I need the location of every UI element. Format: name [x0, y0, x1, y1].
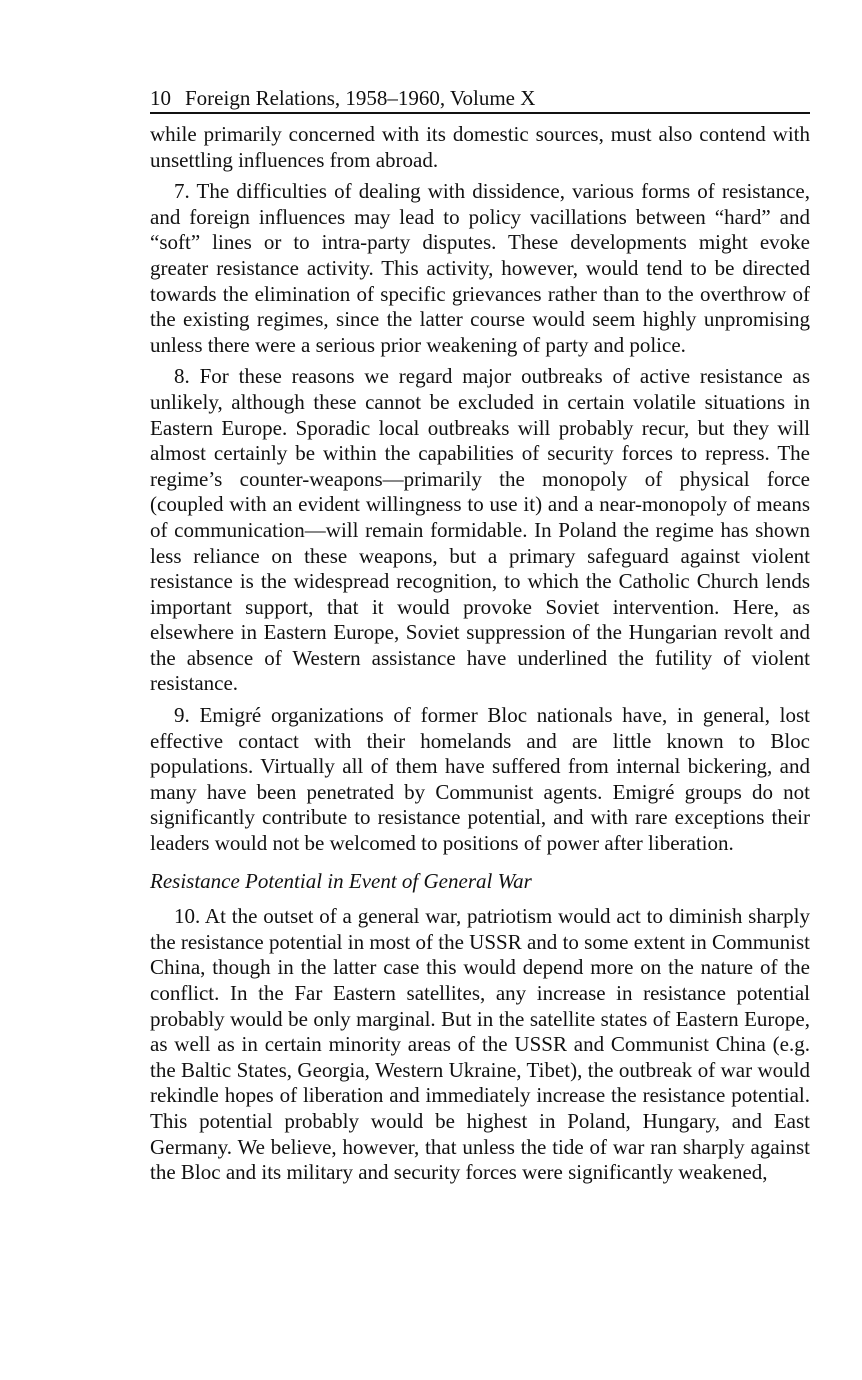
paragraph-8: 8. For these reasons we regard major outbreaks of active resistance as unlikely, although these cannot be excluded in certain volatile situations in Eastern Europe. Sporadic local outbreaks will probably recur, but they will almost certainly be within the capabilities of security forces to repress. The regime’s counter-weapons—primarily the monopoly of physical force (coupled with an evident willingness to use it) and a near-monopoly of means of communication—will remain formidable. In Poland the regime has shown less reliance on these weapons, but a primary safeguard against violent resistance is the widespread recognition, to which the Catholic Church lends important support, that it would provoke Soviet intervention. Here, as elsewhere in Eastern Europe, Soviet suppression of the Hungarian revolt and the absence of Western assistance have underlined the futility of violent resistance. [150, 364, 810, 696]
document-page [150, 84, 810, 1186]
section-heading: Resistance Potential in Event of General War [150, 868, 532, 893]
continuation-paragraph: while primarily concerned with its domestic sources, must also contend with unsettling influences from abroad. [150, 122, 810, 172]
paragraph-10: 10. At the outset of a general war, patriotism would act to diminish sharply the resistance potential in most of the USSR and to some extent in Communist China, though in the latter case this would depend more on the nature of the conflict. In the Far Eastern satellites, any increase in resistance potential probably would be only marginal. But in the satellite states of Eastern Europe, as well as in certain minority areas of the USSR and Communist China (e.g. the Baltic States, Georgia, Western Ukraine, Tibet), the outbreak of war would rekindle hopes of liberation and immediately increase the resistance potential. This potential probably would be highest in Poland, Hungary, and East Germany. We believe, however, that unless the tide of war ran sharply against the Bloc and its military and security forces were significantly weakened, [150, 904, 810, 1185]
running-head [150, 84, 810, 114]
publication-title: Foreign Relations, 1958–1960, Volume X [185, 86, 536, 110]
body-text [150, 122, 810, 1186]
page-number: 10 [150, 86, 171, 110]
paragraph-7: 7. The difficulties of dealing with dissidence, various forms of resistance, and foreign influences may lead to policy vacillations between “hard” and “soft” lines or to intra-party disputes. These developments might evoke greater resistance activity. This activity, however, would tend to be directed towards the elimination of specific grievances rather than to the overthrow of the existing regimes, since the latter course would seem highly unpromising unless there were a serious prior weakening of party and police. [150, 179, 810, 357]
paragraph-9: 9. Emigré organizations of former Bloc nationals have, in general, lost effective contact with their homelands and are little known to Bloc populations. Virtually all of them have suffered from internal bickering, and many have been penetrated by Communist agents. Emigré groups do not significantly contribute to resistance potential, and with rare exceptions their leaders would not be welcomed to positions of power after liberation. [150, 703, 810, 856]
